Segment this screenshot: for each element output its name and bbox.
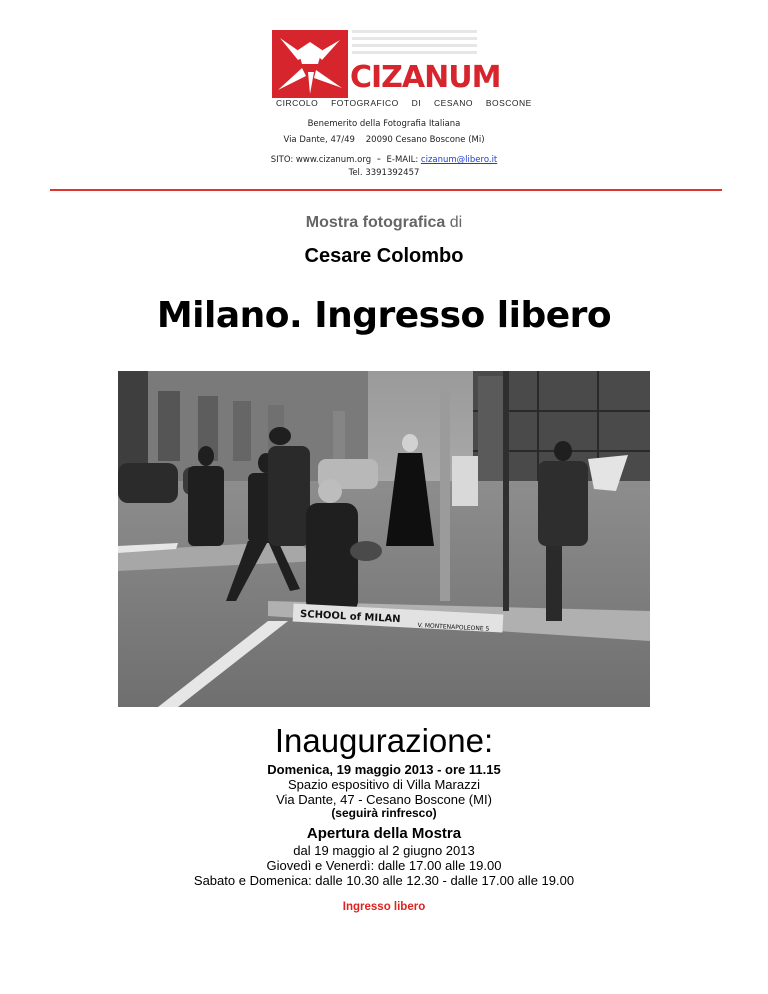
inauguration-heading: Inaugurazione: bbox=[274, 722, 494, 759]
logo-subtitle-word: BOSCONE bbox=[485, 98, 532, 108]
logo-subtitle-word: CIRCOLO bbox=[276, 98, 319, 108]
email-label: E-MAIL: bbox=[386, 155, 419, 165]
opening-weekend-hours: Sabato e Domenica: dalle 10.30 alle 12.30 - dalle 17.00 alle 19.00 bbox=[193, 873, 575, 888]
logo-subtitle-word: CESANO bbox=[434, 98, 473, 108]
exhibition-title: Milano. Ingresso libero bbox=[156, 295, 612, 336]
aperture-logo-icon bbox=[272, 30, 352, 102]
header-contacts bbox=[0, 152, 768, 165]
inauguration-note: (seguirà rinfresco) bbox=[331, 806, 437, 820]
logo-faded-lines bbox=[352, 30, 477, 58]
email-link[interactable]: cizanum@libero.it bbox=[420, 155, 498, 165]
inauguration-address: Via Dante, 47 - Cesano Boscone (MI) bbox=[276, 792, 492, 807]
exhibition-photo bbox=[118, 371, 650, 707]
exhibition-suffix: di bbox=[449, 214, 463, 231]
site-label: SITO: www.cizanum.org bbox=[270, 155, 372, 165]
opening-period: dal 19 maggio al 2 giugno 2013 bbox=[293, 843, 475, 858]
exhibition-label bbox=[0, 214, 768, 232]
header-phone: Tel. 3391392457 bbox=[348, 168, 420, 178]
red-divider bbox=[50, 189, 722, 191]
exhibition-prefix: Mostra fotografica bbox=[305, 214, 446, 231]
header-tagline: Benemerito della Fotografia Italiana bbox=[307, 119, 461, 129]
sign-text: SCHOOL of MILAN bbox=[299, 608, 401, 626]
logo-subtitle-word: DI bbox=[411, 98, 422, 108]
inauguration-date: Domenica, 19 maggio 2013 - ore 11.15 bbox=[267, 762, 501, 777]
separator: - bbox=[376, 152, 381, 165]
inauguration-venue: Spazio espositivo di Villa Marazzi bbox=[288, 777, 480, 792]
free-entry-note: Ingresso libero bbox=[342, 901, 426, 913]
opening-heading: Apertura della Mostra bbox=[306, 825, 462, 842]
opening-weekday-hours: Giovedì e Venerdì: dalle 17.00 alle 19.00 bbox=[266, 858, 502, 873]
header-address: Via Dante, 47/49 20090 Cesano Boscone (Mi) bbox=[283, 135, 485, 145]
artist-name: Cesare Colombo bbox=[304, 245, 464, 267]
logo-brand-text: CIZANUM bbox=[350, 60, 501, 95]
sign-street: V. MONTENAPOLEONE 5 bbox=[417, 622, 490, 633]
logo-subtitle bbox=[276, 98, 542, 108]
logo-subtitle-word: FOTOGRAFICO bbox=[331, 98, 399, 108]
